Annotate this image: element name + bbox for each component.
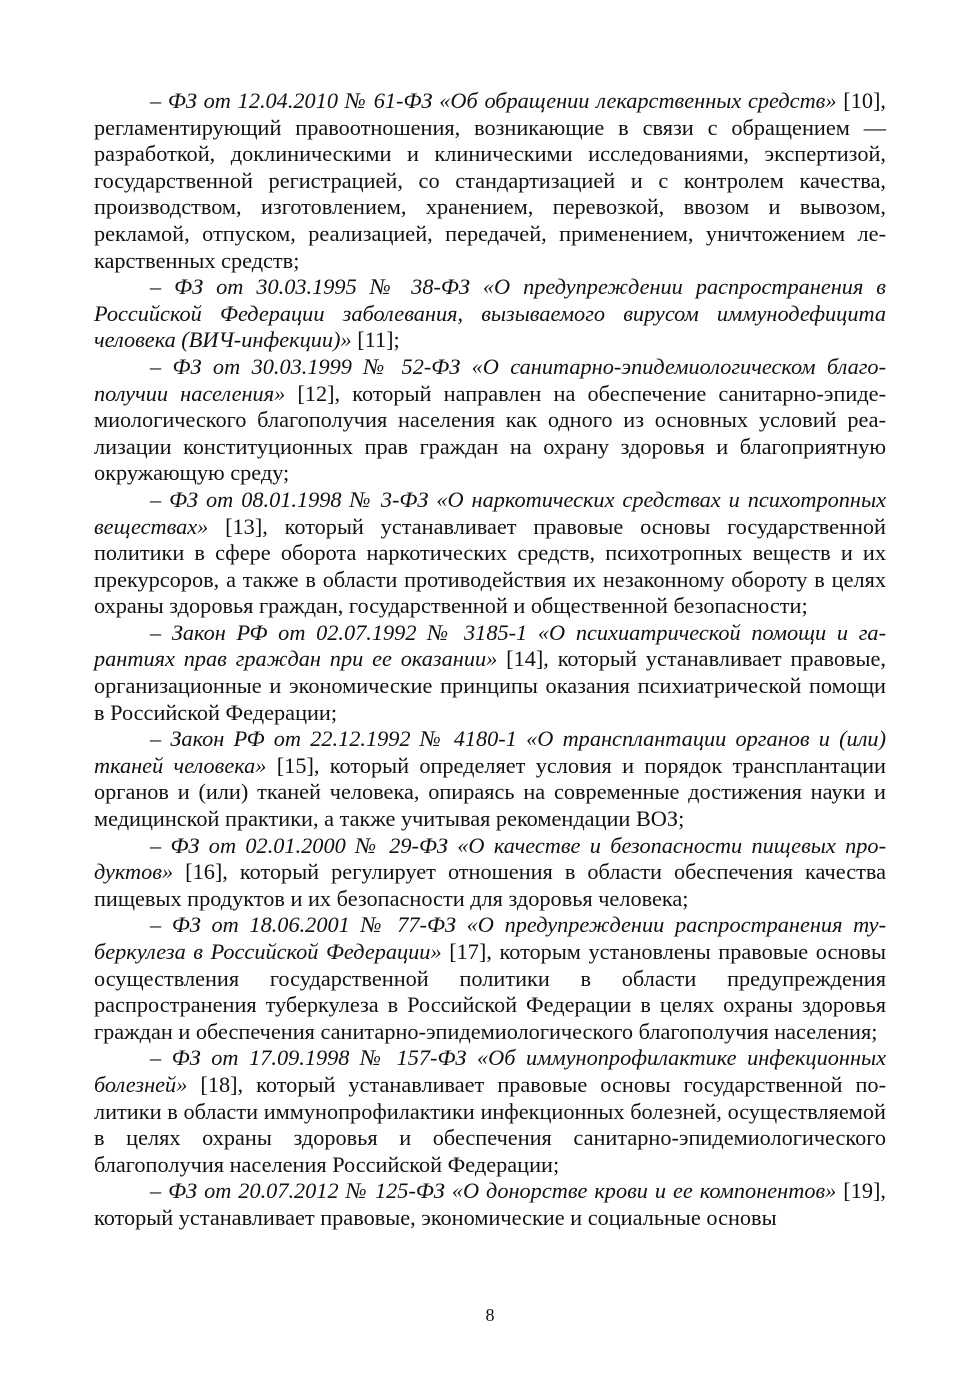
- law-description: [12], который направлен на обеспечение санитарно-эпидемиологического благополучия населения как одного из основных условий реализации конституционных прав граждан на охрану здоровья и благоприятную окружающую среду;: [94, 380, 886, 486]
- law-description: [11];: [351, 327, 400, 353]
- law-item-3185-1: [94, 620, 886, 726]
- law-title: – Закон РФ от 22.12.1992 № 4180-1 «О трансплантации органов и (или) тканей человека»: [94, 726, 886, 778]
- law-description: [18], который устанавливает правовые основы государственной политики в области иммунопрофилактики инфекционных болезней, осуществляемой в целях охраны здоровья и обеспечения санитарно-эпидемиологического благополучия населения Российской Федерации;: [94, 1071, 886, 1177]
- law-title: – ФЗ от 08.01.1998 № 3-ФЗ «О наркотических средствах и психотропных веществах»: [94, 486, 886, 539]
- law-description: [14], который устанавливает правовые, организационные и экономические принципы оказания психиатрической помощи в Российской Федерации;: [94, 646, 886, 725]
- law-item-52-fz: [94, 354, 886, 487]
- law-item-77-fz: [94, 912, 886, 1045]
- law-title: – ФЗ от 18.06.2001 № 77-ФЗ «О предупреждении распространения туберкулеза в Российской Федерации»: [94, 912, 886, 964]
- law-description: [17], которым установлены правовые основы осуществления государственной политики в области предупреждения распространения туберкулеза в Российской Федерации в целях охраны здоровья граждан и обеспечения санитарно-эпидемиологического благополучия населения;: [94, 939, 886, 1044]
- law-title: – ФЗ от 30.03.1995 № 38-ФЗ «О предупреждении распространения в Российской Федерации заболевания, вызываемого вирусом иммунодефицита человека (ВИЧ-инфекции)»: [94, 274, 886, 353]
- law-item-4180-1: [94, 726, 886, 832]
- law-item-157-fz: [94, 1045, 886, 1178]
- law-title: – ФЗ от 30.03.1999 № 52-ФЗ «О санитарно-эпидемиологическом благополучии населения»: [94, 353, 886, 406]
- law-title: – Закон РФ от 02.07.1992 № 3185-1 «О психиатрической помощи и гарантиях прав граждан при ее оказании»: [94, 619, 886, 672]
- law-item-38-fz: [94, 274, 886, 354]
- law-item-61-fz: [94, 88, 886, 274]
- law-description: [19], который устанавливает правовые, экономические и социальные основы: [94, 1178, 886, 1230]
- law-title: – ФЗ от 17.09.1998 № 157-ФЗ «Об иммунопрофилактике инфекционных болезней»: [94, 1045, 886, 1097]
- law-title: – ФЗ от 12.04.2010 № 61-ФЗ «Об обращении лекарственных средств»: [150, 88, 837, 113]
- law-description: [10], регламентирующий правоотношения, возникающие в связи с обращением — разработкой, доклиническими и клиническими исследованиями, экспертизой, государственной регистрацией, со стандартизацией и с контролем качества, производством, изготовлением, хранением, перевозкой, ввозом и вывозом, рекламой, отпуском, реализацией, передачей, применением, уничтожением лекарственных средств;: [94, 88, 887, 273]
- law-item-125-fz: [94, 1178, 886, 1231]
- law-item-3-fz: [94, 487, 886, 620]
- page-number: 8: [485, 1305, 495, 1325]
- law-title: – ФЗ от 02.01.2000 № 29-ФЗ «О качестве и безопасности пищевых продуктов»: [94, 832, 886, 885]
- law-description: [15], который определяет условия и порядок трансплантации органов и (или) тканей человека, опираясь на современные достижения науки и медицинской практики, а также учитывая рекомендации ВОЗ;: [94, 752, 886, 832]
- law-description: [13], который устанавливает правовые основы государственной политики в сфере оборота наркотических средств, психотропных веществ и их прекурсоров, а также в области противодействия их незаконному обороту в целях охраны здоровья граждан, государственной и общественной безопасности;: [94, 513, 886, 619]
- law-title: – ФЗ от 20.07.2012 № 125-ФЗ «О донорстве крови и ее компонентов»: [150, 1178, 837, 1204]
- law-description: [16], который регулирует отношения в области обеспечения качества пищевых продуктов и их безопасности для здоровья человека;: [94, 859, 886, 911]
- document-page: [94, 88, 886, 1232]
- law-item-29-fz: [94, 833, 886, 913]
